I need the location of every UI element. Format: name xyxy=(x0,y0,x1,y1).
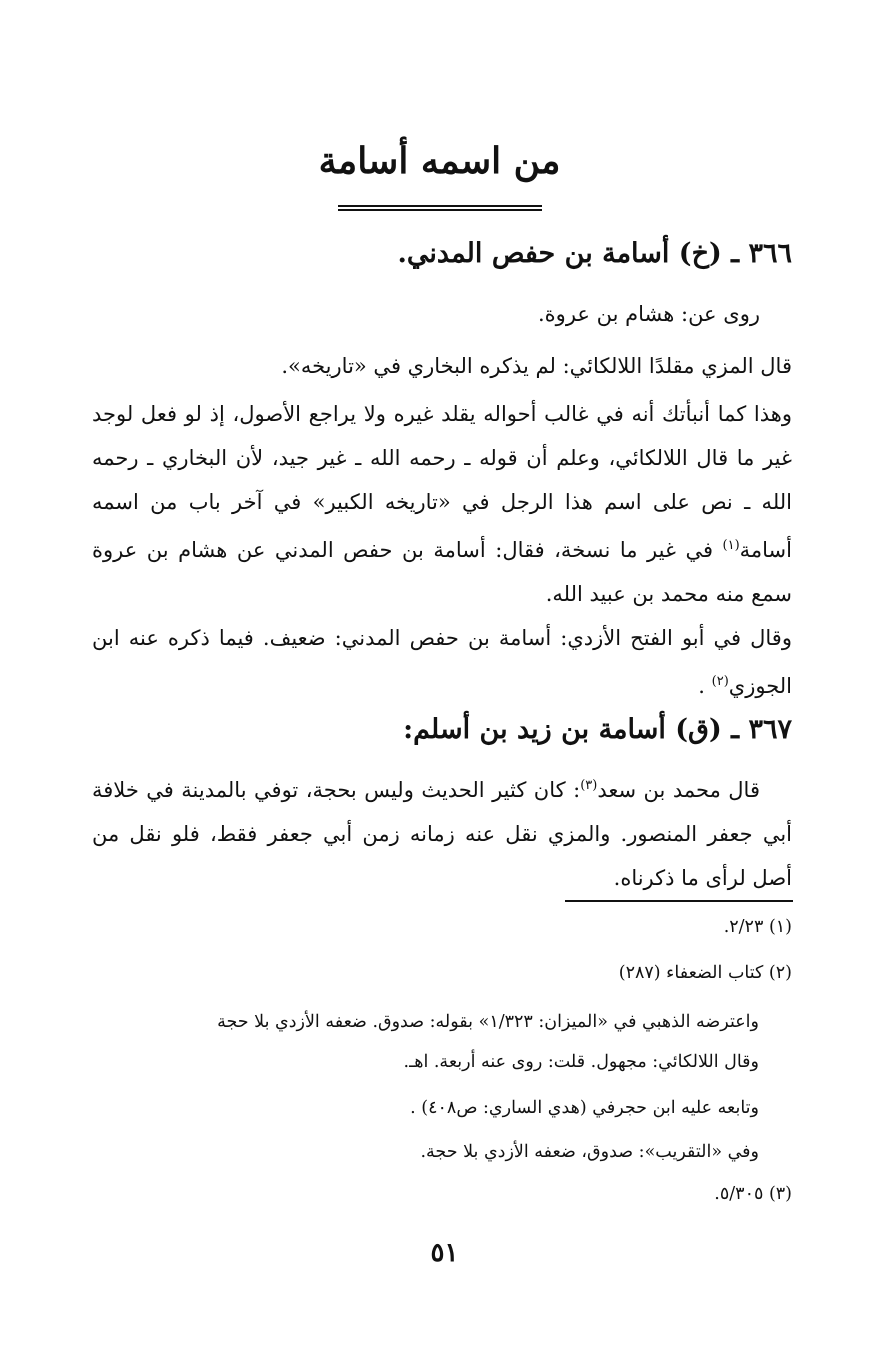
entry-366-riwaya: روى عن: هشام بن عروة. xyxy=(538,302,760,326)
title-double-rule xyxy=(338,205,542,211)
entry-366-heading: ٣٦٦ ـ (خ) أسامة بن حفص المدني. xyxy=(397,238,792,269)
footnote-2-line-4: وفي «التقريب»: صدوق، ضعفه الأزدي بلا حجة. xyxy=(420,1142,759,1162)
footnote-2-line-1: واعترضه الذهبي في «الميزان: ١/٣٢٣» بقوله: صدوق. ضعفه الأزدي بلا حجة xyxy=(217,1012,759,1032)
entry-367-ibn-saad: قال محمد بن سعد$^{(٣)}$: كان كثير الحديث وليس بحجة، توفي بالمدينة في خلافة أبي جعفر المنصور. والمزي نقل عنه زمانه زمن أبي جعفر فقط، فلو نقل من أصل لرأى ما ذكرناه. xyxy=(92,778,792,890)
footnote-2: (٢) كتاب الضعفاء (٢٨٧) xyxy=(618,963,792,983)
footnote-separator xyxy=(565,900,793,902)
footnote-2-line-3: وتابعه عليه ابن حجرفي (هدي الساري: ص٤٠٨) . xyxy=(410,1098,759,1118)
footnote-ref-2: (٢) xyxy=(711,674,729,689)
entry-366-azdi: وقال في أبو الفتح الأزدي: أسامة بن حفص المدني: ضعيف. فيما ذكره عنه ابن الجوزي$^{(٢)}$ . xyxy=(92,626,792,698)
footnote-2-line-2: وقال اللالكائي: مجهول. قلت: روى عنه أربعة. اهـ. xyxy=(403,1052,759,1072)
entry-367-heading: ٣٦٧ ـ (ق) أسامة بن زيد بن أسلم: xyxy=(403,714,792,745)
page-number: ٥١ xyxy=(430,1238,459,1268)
footnote-1: (١) ٢/٢٣. xyxy=(723,917,792,937)
entry-366-mizzi-quote: قال المزي مقلدًا اللالكائي: لم يذكره البخاري في «تاريخه». xyxy=(281,354,792,378)
entry-366-commentary: وهذا كما أنبأتك أنه في غالب أحواله يقلد غيره ولا يراجع الأصول، إذ لو فعل لوجد غير ما قال اللالكائي، وعلم أن قوله ـ رحمه الله ـ غير جيد، لأن البخاري ـ رحمه الله ـ نص على اسم هذا الرجل في «تاريخه الكبير» في آخر باب من اسمه أسامة$^{(١)}$ في غير ما نسخة، فقال: أسامة بن حفص المدني عن هشام بن عروة سمع منه محمد بن عبيد الله. xyxy=(92,402,792,606)
section-title: من اسمه أسامة xyxy=(318,140,561,182)
footnote-3: (٣) ٥/٣٠٥. xyxy=(714,1184,792,1204)
footnote-ref-1: (١) xyxy=(722,538,740,553)
footnote-ref-3: (٣) xyxy=(580,778,598,793)
